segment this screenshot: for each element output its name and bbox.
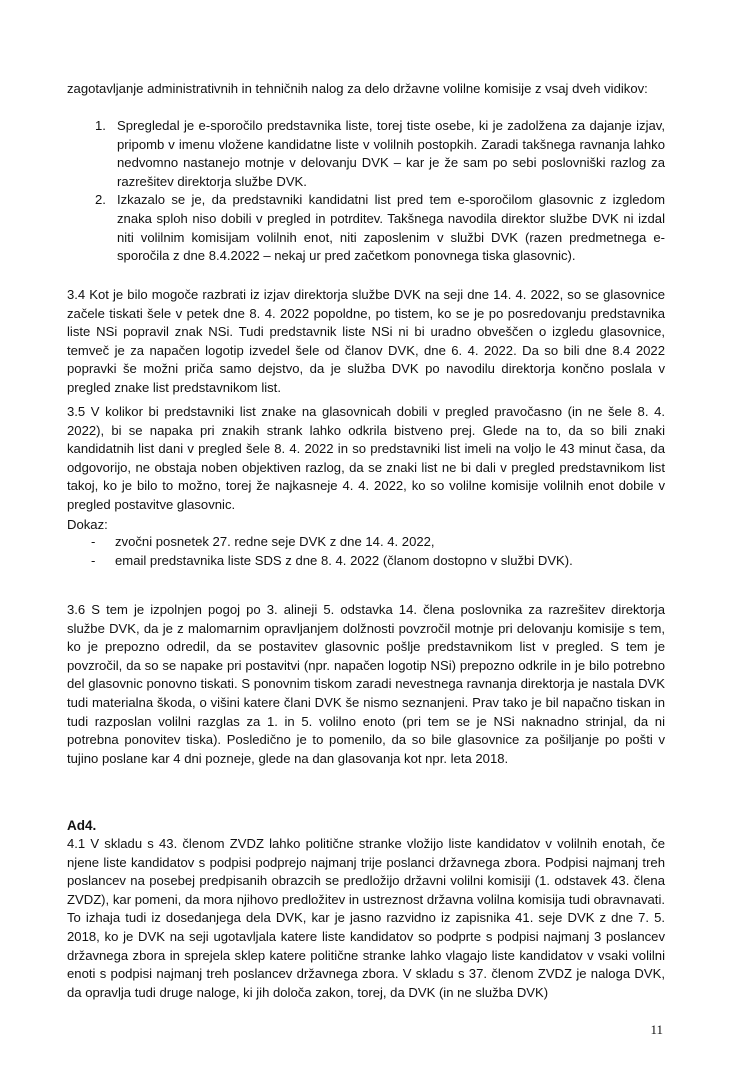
evidence-list xyxy=(67,533,665,570)
list-text: zvočni posnetek 27. redne seje DVK z dne 14. 4. 2022, xyxy=(115,534,435,549)
paragraph-3-5: 3.5 V kolikor bi predstavniki list znake na glasovnicah dobili v pregled pravočasno (in ne šele 8. 4. 2022), bi se napaka pri znakih strank lahko odkrila bistveno prej. Glede na to, da so bili znaki kandidatnih list dani v pregled šele 8. 4. 2022 in so predstavniki list imeli na voljo le 43 minut časa, da odgovorijo, ne obstaja noben objektiven razlog, da se znaki list ne bi dali v pregled predstavnikom list takoj, ko je bilo to možno, torej že najkasneje 4. 4. 2022, ko so volilne komisije volilnih enot dobile v pregled postavitve glasovnic. xyxy=(67,404,665,512)
intro-paragraph: zagotavljanje administrativnih in tehničnih nalog za delo državne volilne komisije z vsaj dveh vidikov: xyxy=(67,81,648,96)
list-dash: - xyxy=(91,534,96,549)
list-item xyxy=(67,117,665,191)
list-item xyxy=(67,191,665,265)
list-text: Spregledal je e-sporočilo predstavnika liste, torej tiste osebe, ki je zadolžena za dajanje izjav, pripomb v imenu vložene kandidatne liste v volilnih postopkih. Zaradi takšnega ravnanja lahko nedvomno nastanejo motnje v delovanju DVK – kar je že sam po sebi poslovniški razlog za razrešitev direktorja službe DVK. xyxy=(117,118,665,189)
paragraph-4-1: 4.1 V skladu s 43. členom ZVDZ lahko politične stranke vložijo liste kandidatov v volilnih enotah, če njene liste kandidatov s podpisi podprejo najmanj trije poslanci državnega zbora. Podpisi najmanj treh poslancev na posebej predpisanih obrazcih se predložijo državni volilni komisiji (1. odstavek 43. člena ZVDZ), kar pomeni, da mora njihovo predložitev in ustreznost državna volilna komisija tudi obravnavati. To izhaja tudi iz dosedanjega dela DVK, kar je jasno razvidno iz zapisnika 41. seje DVK z dne 7. 5. 2018, ko je DVK na seji ugotavljala katere liste kandidatov so podprte s podpisi najmanj 3 poslancev državnega zbora in sprejela sklep katere politične stranke lahko vlagajo liste kandidatov v vsaki volilni enoti s podpisi najmanj treh poslancev državnega zbora. V skladu s 37. členom ZVDZ je naloga DVK, da opravlja tudi druge naloge, ki jih določa zakon, torej, da DVK (in ne služba DVK) xyxy=(67,836,665,1000)
paragraph-3-6: 3.6 S tem je izpolnjen pogoj po 3. alineji 5. odstavka 14. člena poslovnika za razrešitev direktorja službe DVK, da je z malomarnim opravljanjem dolžnosti povzročil motnje pri delovanju komisije s tem, ko je prepozno odredil, da se postavitev glasovnic pošlje predstavnikom list v pregled. S tem je povzročil, da so se napake pri postavitvi (npr. napačen logotip NSi) prepozno odkrile in je bilo potrebno del glasovnic ponovno tiskati. S ponovnim tiskom zaradi nevestnega ravnanja direktorja je nastala DVK tudi materialna škoda, o višini katere člani DVK še nismo seznanjeni. Prav tako je bil napačno tiskan in tudi razposlan volilni razglas za 1. in 5. volilno enoto (pri tem se je NSi naknadno strinjal, da ni potrebna ponovitev tiska). Posledično je to pomenilo, da so bile glasovnice za pošiljanje po pošti v tujino poslane kar 4 dni pozneje, glede na dan glasovanja kot npr. leta 2018. xyxy=(67,602,665,766)
page-number: 11 xyxy=(650,1022,663,1037)
list-number: 1. xyxy=(95,118,106,133)
evidence-label: Dokaz: xyxy=(67,517,108,532)
list-text: Izkazalo se je, da predstavniki kandidatni list pred tem e-sporočilom glasovnic z izgledom znaka sploh niso dobili v pregled in potrditev. Takšnega navodila direktor službe DVK ni izdal niti volilnim komisijam volilnih enot, niti zaposlenim v službi DVK (razen predmetnega e-sporočila z dne 8.4.2022 – nekaj ur pred začetkom ponovnega tiska glasovnic). xyxy=(117,192,665,264)
list-dash: - xyxy=(91,552,96,568)
list-number: 2. xyxy=(95,192,106,208)
list-item xyxy=(67,552,665,571)
list-item xyxy=(67,533,665,552)
list-text: email predstavnika liste SDS z dne 8. 4. 2022 (članom dostopno v službi DVK). xyxy=(115,552,573,568)
section-heading: Ad4. xyxy=(67,818,97,833)
paragraph-3-4: 3.4 Kot je bilo mogoče razbrati iz izjav direktorja službe DVK na seji dne 14. 4. 2022, so se glasovnice začele tiskati šele v petek dne 8. 4. 2022 popoldne, po tistem, ko se je po posredovanju predstavnika liste NSi popravil znak NSi. Tudi predstavnik liste NSi ni bi uradno obveščen o izgledu glasovnice, temveč je za napačen logotip izvedel šele od članov DVK, dne 6. 4. 2022. Da so bili dne 8.4 2022 popravki še možni priča samo dejstvo, da je služba DVK po navodilu direktorja končno poslala v pregled znake list predstavnikom list. xyxy=(67,287,665,395)
numbered-list xyxy=(67,117,665,266)
